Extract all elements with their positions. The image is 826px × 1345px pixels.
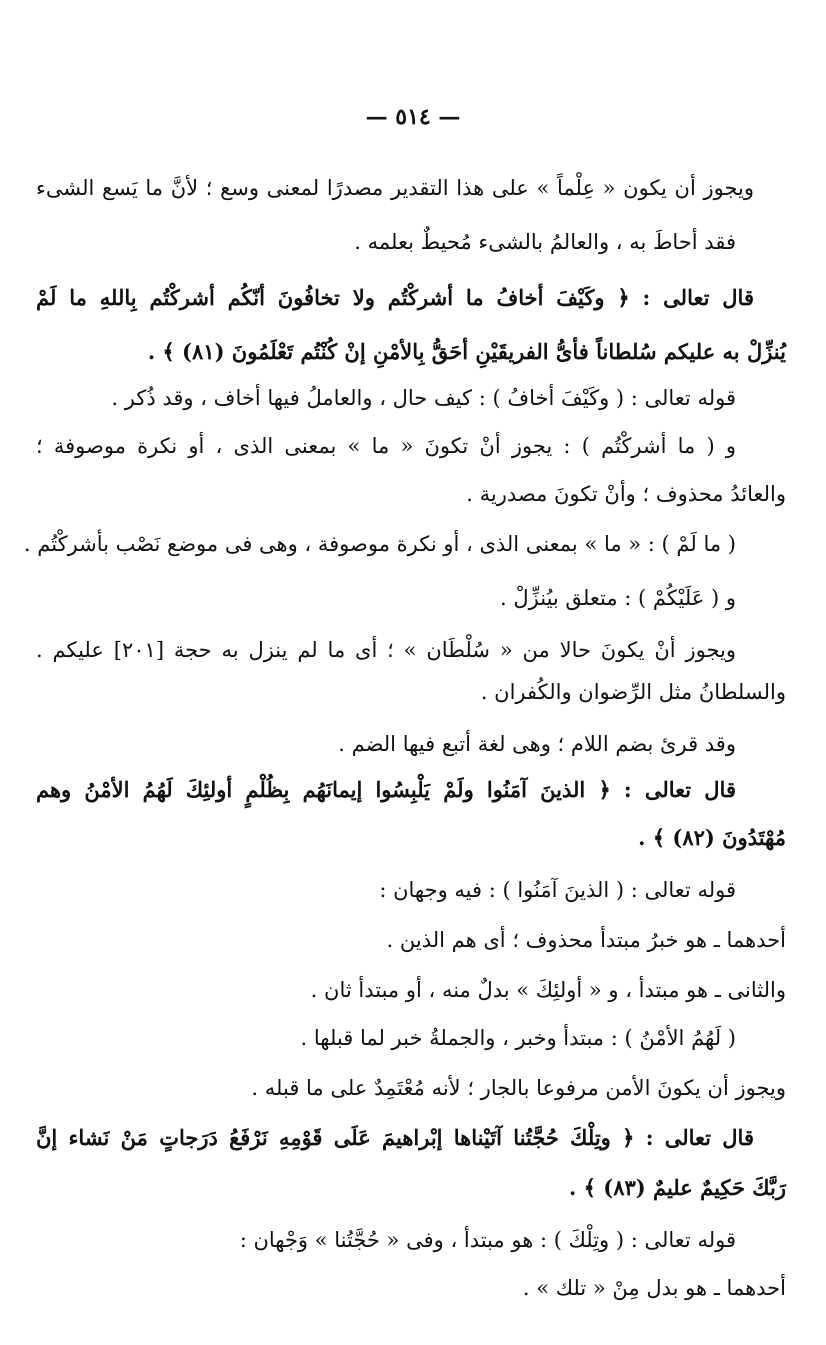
text-line: أحدهما ـ هو بدل مِنْ « تلك » .	[522, 1276, 786, 1300]
text-line: أحدهما ـ هو خبرُ مبتدأ محذوف ؛ أى هم الذين .	[386, 928, 786, 952]
quran-verse-line: قال تعالى : ﴿ وكَيْفَ أخافُ ما أشركْتُم ولا تخافُونَ أنّكُم أشركْتُم بِاللهِ ما لَمْ	[36, 285, 754, 310]
text-line: وقد قرئ بضم اللام ؛ وهى لغة أتبع فيها الضم .	[338, 732, 736, 756]
text-line: قوله تعالى : ( وكَيْفَ أخافُ ) : كيف حال ، والعاملُ فيها أخاف ، وقد ذُكر .	[111, 386, 736, 410]
text-line: والعائدُ محذوف ؛ وأنْ تكونَ مصدرية .	[466, 482, 786, 506]
quran-verse-line: رَبَّكَ حَكِيمٌ عليمٌ (٨٣) ﴾ .	[569, 1175, 786, 1200]
text-line: قوله تعالى : ( وتِلْكَ ) : هو مبتدأ ، وفى « حُجَّتُنا » وَجْهان :	[239, 1228, 736, 1252]
page-number: — ٥١٤ —	[365, 104, 461, 130]
text-line: ويجوز أن يكونَ الأمن مرفوعا بالجار ؛ لأنه مُعْتَمِدٌ على ما قبله .	[251, 1076, 786, 1100]
quran-verse-line: قال تعالى : ﴿ الذينَ آمَنُوا ولَمْ يَلْبِسُوا إيمانَهُم بِظُلْمٍ أولئِكَ لَهُمُ الأمْنُ وهم	[36, 777, 736, 802]
text-line: ( لَهُمُ الأمْنُ ) : مبتدأ وخبر ، والجملةُ خبر لما قبلها .	[300, 1026, 736, 1050]
text-line: و ( ما أشركْتُم ) : يجوز أنْ تكونَ « ما » بمعنى الذى ، أو نكرة موصوفة ؛	[36, 434, 736, 458]
text-line: قوله تعالى : ( الذينَ آمَنُوا ) : فيه وجهان :	[379, 878, 736, 902]
quran-verse-line: يُنزِّلْ به عليكم سُلطاناً فأىُّ الفريقَيْنِ أحَقُّ بِالأمْنِ إنْ كُنْتُم تَعْلَمُونَ (٨١) ﴾ .	[147, 339, 786, 364]
text-line: فقد أحاطَ به ، والعالمُ بالشىء مُحيطٌ بعلمه .	[354, 230, 736, 254]
quran-verse-line: قال تعالى : ﴿ وتِلْكَ حُجَّتُنا آتَيْناها إبْراهيمَ عَلَى قَوْمِهِ نَرْفَعُ دَرَجاتٍ مَنْ نَشاء إنَّ	[36, 1125, 754, 1150]
text-line: والسلطانُ مثل الرِّضوان والكُفران .	[480, 680, 786, 704]
text-line: ويجوز أنْ يكونَ حالا من « سُلْطَان » ؛ أى ما لم ينزل به حجة [٢٠١] عليكم .	[36, 638, 736, 662]
text-line: ويجوز أن يكون « عِلْماً » على هذا التقدير مصدرًا لمعنى وسع ؛ لأنَّ ما يَسع الشىء	[36, 176, 754, 200]
text-line: ( ما لَمْ ) : « ما » بمعنى الذى ، أو نكرة موصوفة ، وهى فى موضع نَصْب بأشركْتُم .	[23, 532, 736, 556]
text-line: و ( عَلَيْكُمْ ) : متعلق بيُنزِّلْ .	[500, 586, 736, 610]
quran-verse-line: مُهْتَدُونَ (٨٢) ﴾ .	[638, 825, 786, 850]
text-line: والثانى ـ هو مبتدأ ، و « أولئِكَ » بدلٌ منه ، أو مبتدأ ثان .	[310, 978, 786, 1002]
